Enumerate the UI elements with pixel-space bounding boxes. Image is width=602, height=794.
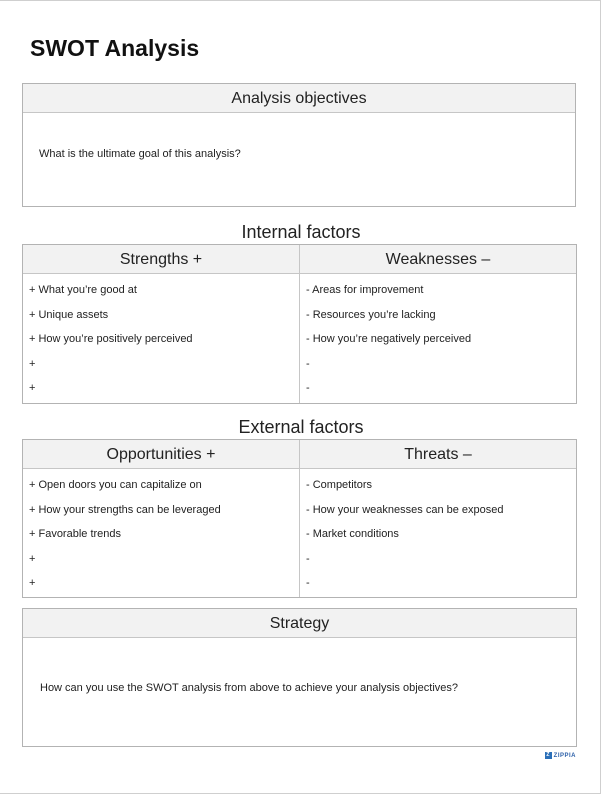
objectives-header: Analysis objectives <box>23 84 575 113</box>
zippia-logo <box>545 752 576 759</box>
list-item: + <box>29 382 36 394</box>
list-item: - Market conditions <box>306 528 399 540</box>
weaknesses-column <box>300 245 576 403</box>
external-factors-grid <box>22 439 577 598</box>
list-item: + Open doors you can capitalize on <box>29 479 202 491</box>
list-item: - <box>306 552 310 565</box>
weaknesses-header: Weaknesses – <box>385 251 491 268</box>
external-factors-label: External factors <box>238 417 364 437</box>
list-item: + Unique assets <box>29 308 109 321</box>
page-title: SWOT Analysis <box>30 35 200 61</box>
zippia-logo-icon: Z <box>546 752 550 758</box>
opportunities-header: Opportunities + <box>106 446 216 463</box>
list-item: - Competitors <box>306 479 373 491</box>
list-item: - Areas for improvement <box>306 284 424 296</box>
threats-list <box>300 469 576 596</box>
objectives-box <box>22 83 576 207</box>
list-item: + What you’re good at <box>29 284 137 296</box>
threats-header: Threats – <box>404 446 472 463</box>
list-item: - How you’re negatively perceived <box>306 333 472 345</box>
opportunities-list <box>23 469 299 596</box>
internal-factors-grid <box>22 244 577 404</box>
threats-column <box>300 440 576 597</box>
strengths-header: Strengths + <box>119 251 203 268</box>
list-item: - <box>306 357 310 370</box>
strategy-header: Strategy <box>23 609 576 638</box>
objectives-prompt: What is the ultimate goal of this analysis? <box>39 148 241 160</box>
list-item: + <box>29 357 36 370</box>
internal-factors-label: Internal factors <box>241 222 361 242</box>
list-item: + <box>29 552 36 565</box>
strategy-box <box>22 608 577 747</box>
list-item: - <box>306 577 310 589</box>
weaknesses-list <box>300 274 576 401</box>
opportunities-column <box>23 440 300 597</box>
list-item: - How your weaknesses can be exposed <box>306 503 504 516</box>
list-item: - <box>306 382 310 394</box>
zippia-logo-text: ZIPPIA <box>553 752 576 759</box>
list-item: + How your strengths can be leveraged <box>29 503 221 516</box>
list-item: - Resources you’re lacking <box>306 308 436 321</box>
list-item: + How you’re positively perceived <box>29 333 193 345</box>
strengths-column <box>23 245 300 403</box>
strengths-list <box>23 274 299 401</box>
strategy-prompt: How can you use the SWOT analysis from above to achieve your analysis objectives? <box>40 682 458 694</box>
list-item: + <box>29 577 36 589</box>
list-item: + Favorable trends <box>29 528 122 540</box>
